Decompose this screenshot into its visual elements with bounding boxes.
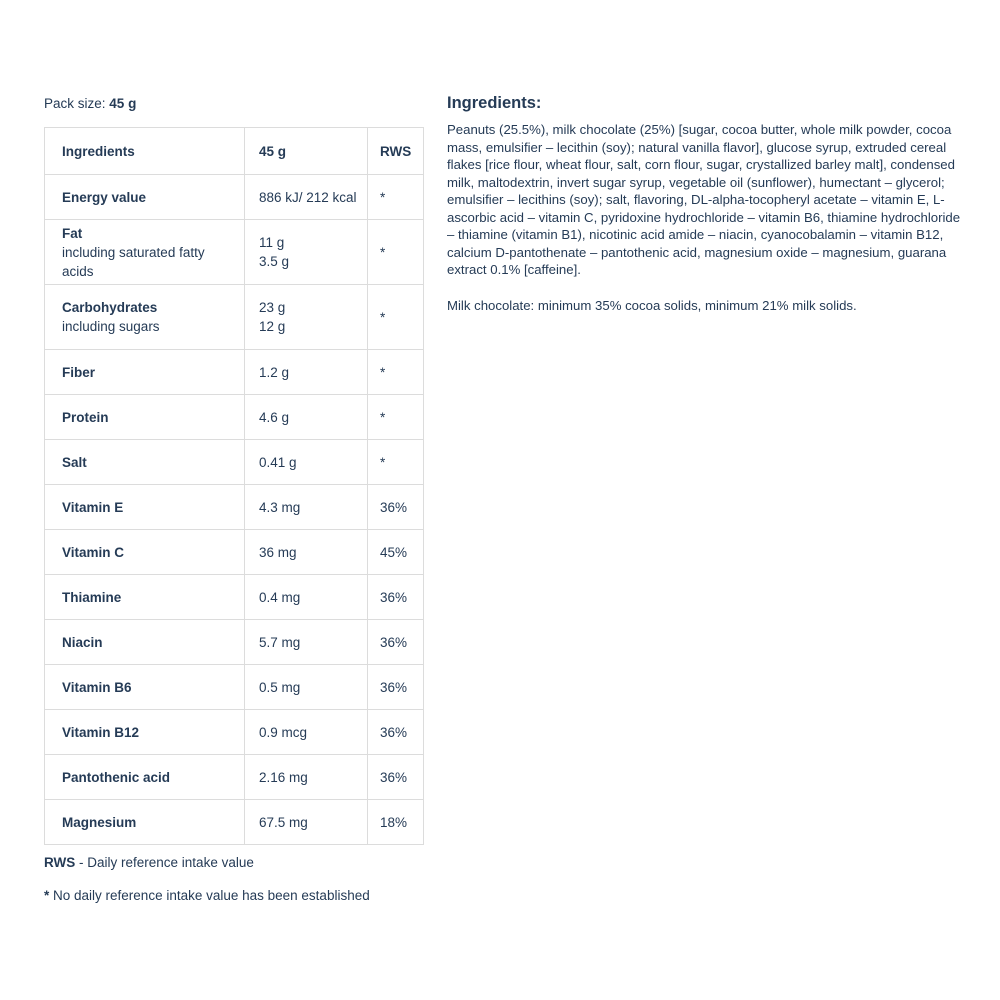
table-row (45, 440, 424, 485)
rws-cell: 36% (368, 620, 424, 665)
table-row (45, 575, 424, 620)
amount-cell (245, 395, 368, 440)
footnote-rws (44, 855, 254, 870)
nutrient-name-cell (45, 440, 245, 485)
footnote-asterisk-term: * (44, 888, 50, 903)
rws-cell: * (368, 175, 424, 220)
table-row (45, 800, 424, 845)
table-row (45, 710, 424, 755)
nutrient-name: Niacin (62, 634, 103, 650)
amount-value: 36 mg (259, 544, 297, 560)
nutrient-subname: including sugars (62, 319, 160, 334)
nutrient-name: Magnesium (62, 814, 137, 830)
amount-value: 0.9 mcg (259, 724, 308, 740)
table-row (45, 620, 424, 665)
table-row (45, 285, 424, 350)
pack-size-label: Pack size: (44, 96, 106, 111)
footnote-rws-term: RWS (44, 855, 76, 870)
header-amount: 45 g (245, 128, 368, 175)
nutrient-name-cell (45, 665, 245, 710)
ingredients-body: Peanuts (25.5%), milk chocolate (25%) [sugar, cocoa butter, whole milk powder, cocoa mass, emulsifier – lecithin (soy); natural vanilla flavor], glucose syrup, extruded cereal flakes [rice flour, wheat flour, salt, corn flour, sugar, crystallized barley malt], condensed milk, maltodextrin, invert sugar syrup, vegetable oil (sunflower), humectant – glycerol; emulsifier – lecithins (soy); salt, flavoring, DL-alpha-tocopheryl acetate – vitamin E, L-ascorbic acid – vitamin C, pyridoxine hydrochloride – vitamin B6, thiamine hydrochloride – thiamine (vitamin B1), nicotinic acid amide – niacin, cyanocobalamin – vitamin B12, calcium D-pantothenate – pantothenic acid, magnesium oxide – magnesium, guarana extract 0.1% [caffeine]. (447, 122, 961, 277)
nutrient-name-cell (45, 395, 245, 440)
nutrient-subname: including saturated fatty acids (62, 244, 205, 279)
amount-cell (245, 755, 368, 800)
rws-cell: * (368, 440, 424, 485)
amount-value: 5.7 mg (259, 634, 301, 650)
amount-value: 0.5 mg (259, 679, 301, 695)
nutrient-name-cell (45, 175, 245, 220)
amount-cell (245, 485, 368, 530)
nutrition-table (44, 127, 424, 845)
nutrient-name-cell (45, 800, 245, 845)
amount-value: 2.16 mg (259, 769, 308, 785)
amount-cell (245, 575, 368, 620)
nutrient-name: Pantothenic acid (62, 769, 171, 785)
amount-cell (245, 285, 368, 350)
table-row (45, 755, 424, 800)
nutrient-name: Vitamin B6 (62, 679, 132, 695)
amount-cell (245, 350, 368, 395)
table-row (45, 175, 424, 220)
nutrient-name: Protein (62, 409, 109, 425)
table-row (45, 395, 424, 440)
rws-cell: * (368, 220, 424, 285)
amount-value: 23 g (259, 300, 286, 315)
amount-cell (245, 220, 368, 285)
rws-cell: * (368, 285, 424, 350)
amount-value: 886 kJ/ 212 kcal (259, 189, 357, 205)
amount-cell (245, 800, 368, 845)
nutrient-name-cell (45, 755, 245, 800)
amount-value: 67.5 mg (259, 814, 308, 830)
amount-value: 0.4 mg (259, 589, 301, 605)
nutrient-name: Vitamin C (62, 544, 125, 560)
amount-cell (245, 530, 368, 575)
amount-cell (245, 440, 368, 485)
table-row (45, 220, 424, 285)
amount-cell (245, 665, 368, 710)
nutrient-name: Thiamine (62, 589, 122, 605)
amount-subvalue: 12 g (259, 319, 286, 334)
footnote-asterisk-text: No daily reference intake value has been established (49, 888, 370, 903)
amount-value: 4.3 mg (259, 499, 301, 515)
rws-cell: 36% (368, 665, 424, 710)
nutrient-name: Vitamin E (62, 499, 124, 515)
nutrient-name: Fiber (62, 364, 96, 380)
nutrient-name: Fat (62, 225, 83, 241)
nutrient-name-cell (45, 220, 245, 285)
amount-subvalue: 3.5 g (259, 254, 290, 269)
amount-value: 4.6 g (259, 409, 290, 425)
amount-value: 1.2 g (259, 364, 290, 380)
ingredients-heading: Ingredients: (447, 94, 542, 112)
rws-cell: 36% (368, 710, 424, 755)
header-ingredients: Ingredients (45, 128, 245, 175)
nutrient-name-cell (45, 350, 245, 395)
ingredients-section (447, 94, 961, 314)
amount-value: 11 g (259, 235, 285, 250)
footnote-rws-text: - Daily reference intake value (75, 855, 254, 870)
table-row (45, 665, 424, 710)
amount-cell (245, 175, 368, 220)
rws-cell: * (368, 395, 424, 440)
milk-chocolate-note: Milk chocolate: minimum 35% cocoa solids, minimum 21% milk solids. (447, 297, 857, 313)
header-rws: RWS (368, 128, 424, 175)
table-row (45, 530, 424, 575)
rws-cell: 45% (368, 530, 424, 575)
nutrient-name-cell (45, 575, 245, 620)
nutrient-name: Vitamin B12 (62, 724, 140, 740)
nutrient-name: Carbohydrates (62, 300, 158, 315)
nutrient-name-cell (45, 710, 245, 755)
nutrient-name-cell (45, 485, 245, 530)
rws-cell: 36% (368, 485, 424, 530)
nutrient-name-cell (45, 285, 245, 350)
rws-cell: 36% (368, 575, 424, 620)
table-header-row (45, 128, 424, 175)
footnote-asterisk (44, 888, 370, 903)
table-row (45, 350, 424, 395)
nutrient-name: Energy value (62, 189, 147, 205)
amount-cell (245, 620, 368, 665)
rws-cell: * (368, 350, 424, 395)
amount-cell (245, 710, 368, 755)
amount-value: 0.41 g (259, 454, 297, 470)
table-row (45, 485, 424, 530)
nutrient-name-cell (45, 530, 245, 575)
nutrient-name: Salt (62, 454, 87, 470)
pack-size-value: 45 g (109, 96, 137, 111)
nutrient-name-cell (45, 620, 245, 665)
rws-cell: 36% (368, 755, 424, 800)
pack-size-line (44, 96, 136, 111)
rws-cell: 18% (368, 800, 424, 845)
